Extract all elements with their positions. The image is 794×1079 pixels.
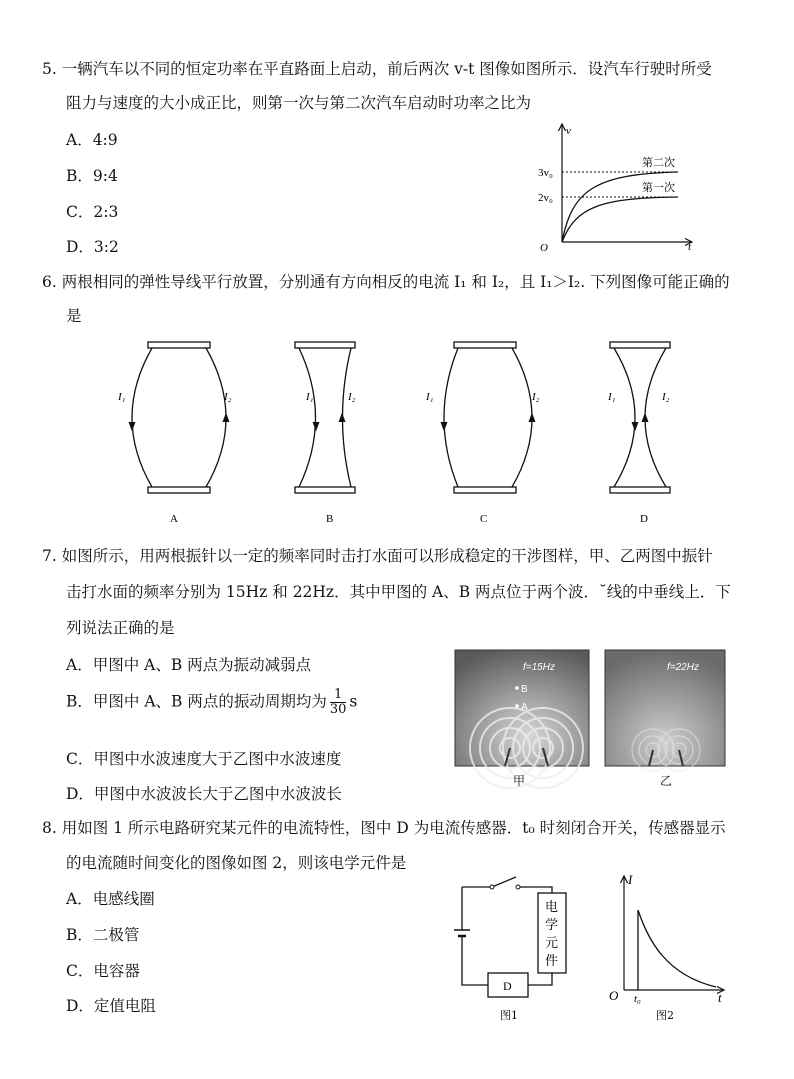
q5-option-b[interactable]: B．9:4 <box>66 167 118 185</box>
svg-text:A: A <box>521 702 528 713</box>
fig1-caption: 图1 <box>500 1009 518 1022</box>
q8-option-d[interactable]: D．定值电阻 <box>66 997 156 1015</box>
q8-stem-line1: 8. 用如图 1 所示电路研究某元件的电流特性，图中 D 为电流传感器．t₀ 时刻闭合开关，传感器显示 <box>42 819 726 837</box>
figure-c-label: C <box>480 513 488 525</box>
q7-photo-yi <box>605 650 725 766</box>
label-first: 第一次 <box>642 182 675 194</box>
q7-option-b[interactable]: B．甲图中 A、B 两点的振动周期均为 $\frac{1}{30}$ s <box>66 687 358 717</box>
svg-text:t₀: t₀ <box>634 993 641 1005</box>
fig2-caption: 图2 <box>656 1009 674 1022</box>
q8-circuit-figure <box>452 875 582 1025</box>
q8-option-b[interactable]: B．二极管 <box>66 926 140 944</box>
figure-b-label: B <box>326 513 334 525</box>
svg-text:电: 电 <box>545 900 559 915</box>
fraction-one-thirtieth: $\frac{1}{30}$ <box>329 687 347 717</box>
q5-option-a[interactable]: A．4:9 <box>66 131 118 149</box>
q5-option-c[interactable]: C．2:3 <box>66 203 119 221</box>
q6-figure-d[interactable] <box>594 338 704 533</box>
figure-a-label: A <box>170 513 178 525</box>
q6-stem-line1: 6. 两根相同的弹性导线平行放置，分别通有方向相反的电流 I₁ 和 I₂，且 I₁＞I₂. 下列图像可能正确的 <box>42 273 730 291</box>
q7-stem-line3: 列说法正确的是 <box>66 619 175 637</box>
q7-option-d[interactable]: D．甲图中水波波长大于乙图中水波波长 <box>66 785 342 803</box>
switch <box>492 877 516 887</box>
t-label: t <box>688 241 692 253</box>
svg-text:件: 件 <box>545 954 559 969</box>
photo-jia-caption: 甲 <box>513 774 526 788</box>
svg-text:学: 学 <box>545 918 559 933</box>
q6-figure-c[interactable] <box>420 338 550 533</box>
q5-stem-line1: 5. 一辆汽车以不同的恒定功率在平直路面上启动，前后两次 v-t 图像如图所示．设汽车行驶时所受 <box>42 60 712 78</box>
q7-stem-line1: 7. 如图所示，用两根振针以一定的频率同时击打水面可以形成稳定的干涉图样，甲、乙两图中振针 <box>42 547 713 565</box>
svg-text:元: 元 <box>545 936 559 951</box>
q8-option-a[interactable]: A．电感线圈 <box>66 890 155 908</box>
svg-text:I₁: I₁ <box>608 391 616 403</box>
q7-stem-line2: 击打水面的频率分别为 15Hz 和 22Hz．其中甲图的 A、B 两点位于两个波．˘线的中垂线上．下 <box>66 583 731 601</box>
q5-stem-line2: 阻力与速度的大小成正比，则第一次与第二次汽车启动时功率之比为 <box>66 94 532 112</box>
q8-option-c[interactable]: C．电容器 <box>66 962 140 980</box>
svg-text:f=22Hz: f=22Hz <box>667 662 699 673</box>
q6-figure-b[interactable] <box>280 338 390 533</box>
photo-yi-caption: 乙 <box>660 774 673 788</box>
q8-stem-line2: 的电流随时间变化的图像如图 2，则该电学元件是 <box>66 854 407 872</box>
v-label: v <box>566 125 571 137</box>
svg-text:I₁: I₁ <box>426 391 434 403</box>
q7-option-c[interactable]: C．甲图中水波速度大于乙图中水波速度 <box>66 750 342 768</box>
label-2v0: 2v₀ <box>538 192 553 204</box>
svg-text:O: O <box>609 988 619 1003</box>
figure-d-label: D <box>640 513 648 525</box>
svg-text:I₂: I₂ <box>348 391 356 403</box>
q7-photo-jia <box>455 650 589 766</box>
svg-text:t: t <box>718 990 722 1005</box>
q8-current-time-graph <box>606 870 731 1025</box>
svg-text:I₂: I₂ <box>532 391 540 403</box>
svg-text:I: I <box>628 872 633 887</box>
q5-option-d[interactable]: D．3:2 <box>66 238 119 256</box>
svg-text:f=15Hz: f=15Hz <box>523 662 555 673</box>
label-3v0: 3v₀ <box>538 167 553 179</box>
q5-vt-graph <box>520 118 710 253</box>
svg-text:D: D <box>503 979 512 993</box>
svg-text:I₁: I₁ <box>306 391 314 403</box>
curve-first <box>562 197 678 242</box>
svg-text:I₂: I₂ <box>224 391 232 403</box>
q6-figure-a[interactable] <box>110 338 240 533</box>
q6-stem-line2: 是 <box>66 307 82 325</box>
label-second: 第二次 <box>642 157 675 169</box>
svg-text:I₁: I₁ <box>118 391 126 403</box>
svg-text:I₂: I₂ <box>662 391 670 403</box>
svg-text:B: B <box>521 684 528 695</box>
q7-option-a[interactable]: A．甲图中 A、B 两点为振动减弱点 <box>66 656 312 674</box>
origin-label: O <box>540 242 548 254</box>
